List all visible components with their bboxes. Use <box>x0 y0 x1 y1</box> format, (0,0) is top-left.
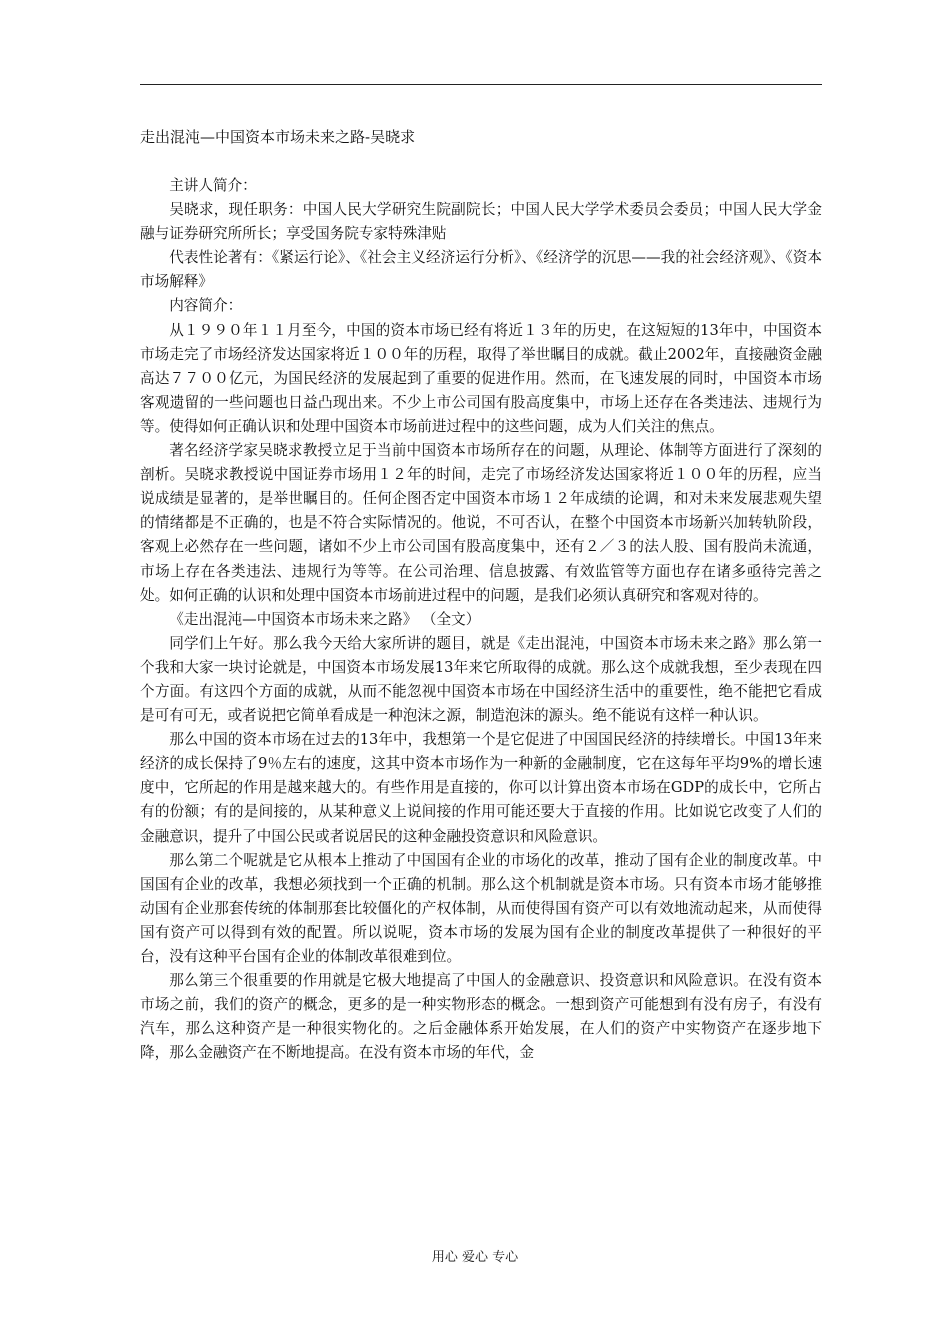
paragraph-works: 代表性论著有：《紧运行论》、《社会主义经济运行分析》、《经济学的沉思——我的社会经济观》、《资本市场解释》 <box>140 249 822 291</box>
paragraph-summary-2: 著名经济学家吴晓求教授立足于当前中国资本市场所存在的问题，从理论、体制等方面进行了深刻的剖析。吴晓求教授说中国证券市场用１２年的时间，走完了市场经济发达国家将近１００年的历程，应当说成绩是显著的，是举世瞩目的。任何企图否定中国资本市场１２年成绩的论调，和对未来发展悲观失望的情绪都是不正确的，也是不符合实际情况的。他说，不可否认，在整个中国资本市场新兴加转轨阶段，客观上必然存在一些问题，诸如不少上市公司国有股高度集中，还有２／３的法人股、国有股尚未流通，市场上存在各类违法、违规行为等等。在公司治理、信息披露、有效监管等方面也存在诸多亟待完善之处。如何正确的认识和处理中国资本市场前进过程中的问题，是我们必须认真研究和客观对待的。 <box>140 442 822 604</box>
paragraph-lecture-2: 那么中国的资本市场在过去的13年中，我想第一个是它促进了中国国民经济的持续增长。中国13年来经济的成长保持了9％左右的速度，这其中资本市场作为一种新的金融制度，它在这每年平均9%的增长速度中，它所起的作用是越来越大的。有些作用是直接的，你可以计算出资本市场在GDP的成长中，它所占有的份额；有的是间接的，从某种意义上说间接的作用可能还要大于直接的作用。比如说它改变了人们的金融意识，提升了中国公民或者说居民的这种金融投资意识和风险意识。 <box>140 731 822 845</box>
paragraph-fulltext-heading: 《走出混沌—中国资本市场未来之路》 （全文） <box>169 610 481 628</box>
paragraph-speaker-bio: 吴晓求，现任职务：中国人民大学研究生院副院长；中国人民大学学术委员会委员；中国人民大学金融与证券研究所所长；享受国务院专家特殊津贴 <box>140 201 822 243</box>
paragraph-speaker-heading: 主讲人简介： <box>169 177 257 194</box>
paragraph-summary-heading: 内容简介： <box>169 297 243 315</box>
page-footer: 用心 爱心 专心 <box>431 1250 519 1265</box>
document-body <box>140 174 822 1065</box>
paragraph-lecture-3: 那么第二个呢就是它从根本上推动了中国国有企业的市场化的改革，推动了国有企业的制度改革。中国国有企业的改革，我想必须找到一个正确的机制。那么这个机制就是资本市场。只有资本市场才能够推动国有企业那套传统的体制那套比较僵化的产权体制，从而使得国有资产可以有效地流动起来，从而使得国有资产可以得到有效的配置。所以说呢，资本市场的发展为国有企业的制度改革提供了一种很好的平台，没有这种平台国有企业的体制改革很难到位。 <box>140 851 822 965</box>
paragraph-summary-1: 从１９９０年１１月至今，中国的资本市场已经有将近１３年的历史，在这短短的13年中，中国资本市场走完了市场经济发达国家将近１００年的历程，取得了举世瞩目的成就。截止2002年，直接融资金融高达７７００亿元，为国民经济的发展起到了重要的促进作用。然而，在飞速发展的同时，中国资本市场客观遗留的一些问题也日益凸现出来。不少上市公司国有股高度集中，市场上还存在各类违法、违规行为等。使得如何正确认识和处理中国资本市场前进过程中的这些问题，成为人们关注的焦点。 <box>140 321 822 435</box>
paragraph-lecture-1: 同学们上午好。那么我今天给大家所讲的题目，就是《走出混沌，中国资本市场未来之路》那么第一个我和大家一块讨论就是，中国资本市场发展13年来它所取得的成就。那么这个成就我想，至少表现在四个方面。有这四个方面的成就，从而不能忽视中国资本市场在中国经济生活中的重要性，绝不能把它看成是可有可无，或者说把它简单看成是一种泡沫之源，制造泡沫的源头。绝不能说有这样一种认识。 <box>140 634 822 725</box>
paragraph-lecture-4: 那么第三个很重要的作用就是它极大地提高了中国人的金融意识、投资意识和风险意识。在没有资本市场之前，我们的资产的概念，更多的是一种实物形态的概念。一想到资产可能想到有没有房子，有没有汽车，那么这种资产是一种很实物化的。之后金融体系开始发展，在人们的资产中实物资产在逐步地下降，那么金融资产在不断地提高。在没有资本市场的年代，金 <box>140 972 822 1062</box>
header-rule <box>140 84 822 85</box>
document-title: 走出混沌—中国资本市场未来之路-吴晓求 <box>140 128 416 146</box>
